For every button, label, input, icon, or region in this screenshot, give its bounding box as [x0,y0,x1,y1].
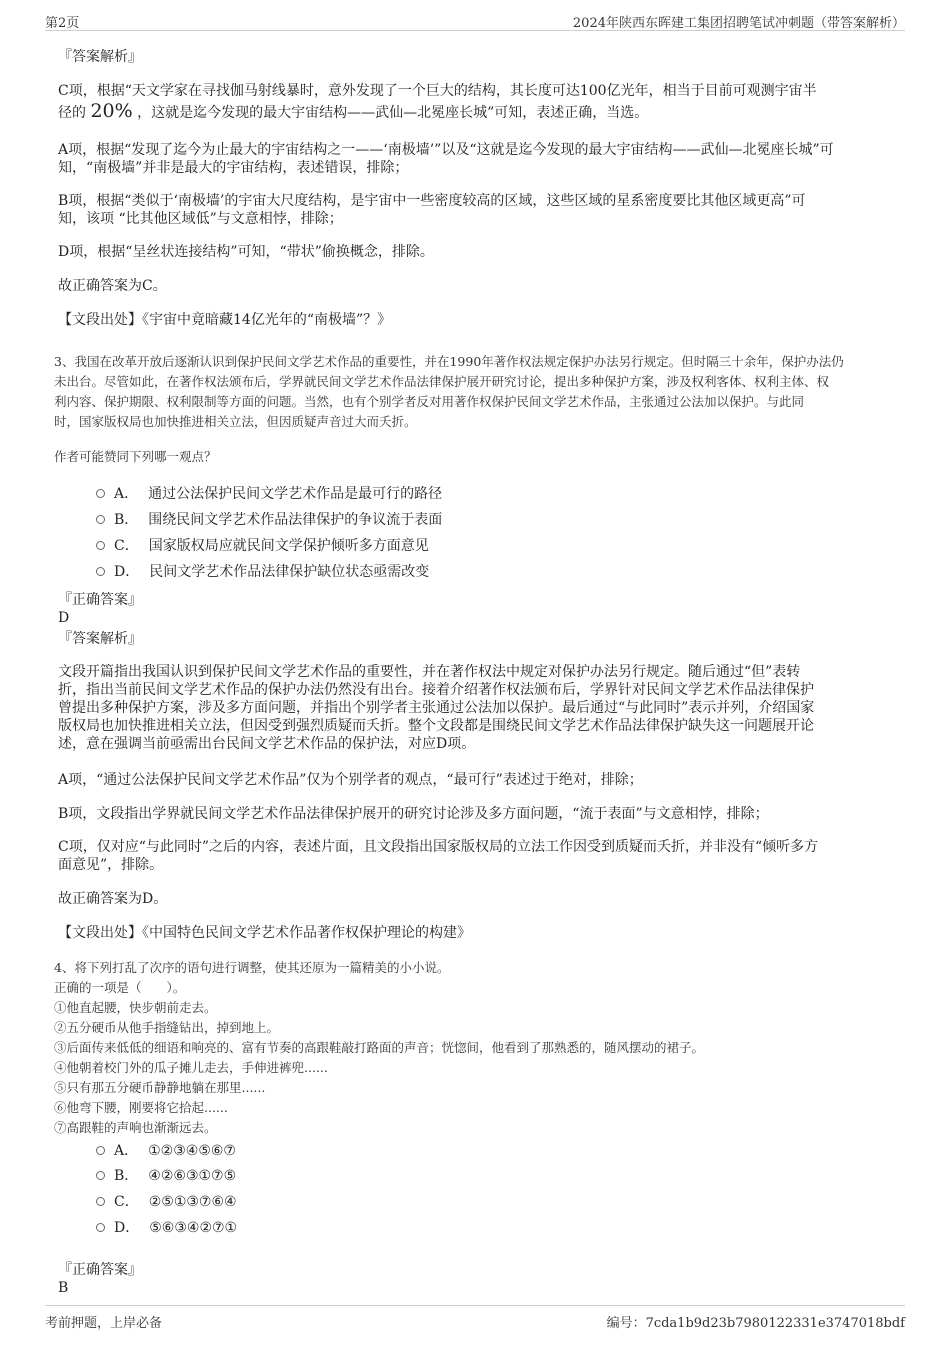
page-number: 第2页 [45,16,80,31]
footer-slogan: 考前押题，上岸必备 [45,1316,163,1331]
radio-icon[interactable] [96,1171,105,1180]
q3-analysis-line2: 折，指出当前民间文学艺术作品的保护办法仍然没有出台。接着介绍著作权法颁布后，学界针对民间文学艺术作品法律保护 [58,682,814,698]
q3-option-d-text: 民间文学艺术作品法律保护缺位状态亟需改变 [149,564,430,580]
q3-explain-c-line2: 面意见”，排除。 [58,857,164,873]
q4-option-c-text: ②⑤①③⑦⑥④ [148,1194,237,1210]
q4-sentence-1: ①他直起腰，快步朝前走去。 [54,1000,217,1015]
q3-option-c-label: C． [114,538,139,554]
q3-source-text: 《中国特色民间文学艺术作品著作权保护理论的构建》 [142,925,471,941]
q3-passage-line4: 时，国家版权局也加快推进相关立法，但因质疑声音过大而夭折。 [54,414,417,429]
q2-a-line2: 知，“南极墙”并非是最大的宇宙结构，表述错误，排除； [58,160,409,176]
q3-explain-a: A项，“通过公法保护民间文学艺术作品”仅为个别学者的观点，“最可行”表述过于绝对，排除； [58,772,643,788]
q2-analysis-a [58,141,890,177]
q4-option-d-label: D． [114,1220,140,1236]
q4-option-d-text: ⑤⑥③④②⑦① [149,1220,238,1236]
q4-intro: 4、将下列打乱了次序的语句进行调整，使其还原为一篇精美的小小说。 [54,960,450,975]
q3-analysis-line1: 文段开篇指出我国认识到保护民间文学艺术作品的重要性，并在著作权法中规定对保护办法另行规定。随后通过“但”表转 [58,664,801,680]
q4-option-a-text: ①②③④⑤⑥⑦ [148,1143,236,1159]
q3-option-a-text: 通过公法保护民间文学艺术作品是最可行的路径 [148,486,443,502]
document-title: 2024年陕西东晖建工集团招聘笔试冲刺题（带答案解析） [572,16,905,31]
q2-c-line2-a: 径的 [58,105,86,121]
q4-sentence-4: ④他朝着校门外的瓜子摊儿走去，手伸进裤兜...... [54,1060,328,1075]
q3-explain-c-line1: C项，仅对应“与此同时”之后的内容，表述片面，且文段指出国家版权局的立法工作因受到质疑而夭折，并非没有“倾听多方 [58,839,819,855]
q3-analysis-line4: 版权局也加快推进相关立法，但因受到强烈质疑而夭折。整个文段都是围绕民间文学艺术作品法律保护缺失这一问题展开论 [58,718,814,734]
q4-option-d[interactable] [96,1218,237,1238]
q3-option-a-label: A． [114,486,139,502]
radio-icon[interactable] [96,1223,105,1232]
q4-answer-label: 『正确答案』 [58,1262,142,1278]
q3-answer: D [58,610,70,626]
q3-analysis-main [58,663,890,753]
q3-option-b-text: 围绕民间文学艺术作品法律保护的争议流于表面 [148,512,443,528]
q2-source [58,311,890,329]
q3-analysis-line3: 曾提出多种保护方案，涉及多方面问题，并指出个别学者主张通过公法加以保护。最后通过“与此同时”表示并列，介绍国家 [58,700,815,716]
q3-final-answer: 故正确答案为D。 [58,891,168,907]
q3-option-c[interactable] [96,536,429,556]
q2-final-answer: 故正确答案为C。 [58,278,167,294]
q3-explain-b: B项，文段指出学界就民间文学艺术作品法律保护展开的研究讨论涉及多方面问题，“流于表面”与文意相悖，排除； [58,806,769,822]
q3-passage-line2: 未出台。尽管如此，在著作权法颁布后，学界就民间文学艺术作品法律保护展开研究讨论，提出多种保护方案，涉及权利客体、权利主体、权 [54,374,830,389]
q4-option-b-text: ④②⑥③①⑦⑤ [148,1168,237,1184]
q4-option-a-label: A． [114,1143,139,1159]
q2-analysis-d: D项，根据“呈丝状连接结构”可知，“带状”偷换概念，排除。 [58,244,434,260]
q4-sentence-2: ②五分硬币从他手指缝钻出，掉到地上。 [54,1020,280,1035]
q3-passage-line3: 利内容、保护期限、权利限制等方面的问题。当然，也有个别学者反对用著作权保护民间文学艺术作品，主张通过公法加以保护。与此同 [54,394,805,409]
q3-analysis-line5: 述，意在强调当前亟需出台民间文学艺术作品的保护法，对应D项。 [58,736,476,752]
q3-option-a[interactable] [96,484,442,504]
q4-option-c[interactable] [96,1192,237,1212]
q4-prompt: 正确的一项是（ ）。 [54,980,186,995]
q4-option-c-label: C． [114,1194,139,1210]
q2-b-line1: B项，根据“类似于‘南极墙’的宇宙大尺度结构，是宇宙中一些密度较高的区域，这些区域的星系密度要比其他区域更高”可 [58,193,806,209]
q3-option-c-text: 国家版权局应就民间文学保护倾听多方面意见 [148,538,429,554]
q3-option-b[interactable] [96,510,442,530]
q3-source-label: 【文段出处】 [58,925,142,941]
q2-a-line1: A项，根据“发现了迄今为止最大的宇宙结构之一——‘南极墙’”以及“这就是迄今发现的最大宇宙结构——武仙—北冕座长城”可 [58,142,834,158]
q3-option-d[interactable] [96,562,429,582]
q3-question: 作者可能赞同下列哪一观点？ [54,449,217,464]
footer-serial: 编号：7cda1b9d23b7980122331e3747018bdf [606,1316,905,1331]
q3-answer-label: 『正确答案』 [58,592,142,608]
q3-explain-c [58,838,890,874]
q3-passage-line1: 3、我国在改革开放后逐渐认识到保护民间文学艺术作品的重要性，并在1990年著作权法规定保护办法另行规定。但时隔三十余年，保护办法仍 [54,354,844,369]
q2-c-line2-b: ，这就是迄今发现的最大宇宙结构——武仙—北冕座长城”可知，表述正确，当选。 [137,105,649,121]
q4-sentence-5: ⑤只有那五分硬币静静地躺在那里...... [54,1080,266,1095]
radio-icon[interactable] [96,489,105,498]
q3-passage [54,352,900,432]
q2-source-text: 《宇宙中竟暗藏14亿光年的“南极墙”？》 [142,312,392,328]
q2-c-line1: C项，根据“天文学家在寻找伽马射线暴时，意外发现了一个巨大的结构，其长度可达100亿光年，相当于目前可观测宇宙半 [58,83,817,99]
q3-source [58,924,890,942]
q4-stem [54,958,900,1138]
q3-analysis-label: 『答案解析』 [58,631,142,647]
q4-option-b[interactable] [96,1166,236,1186]
q2-analysis-c [58,82,890,122]
q2-b-line2: 知，该项 “比其他区域低”与文意相悖，排除； [58,211,343,227]
q4-option-b-label: B． [114,1168,139,1184]
q4-sentence-7: ⑦高跟鞋的声响也渐渐远去。 [54,1120,217,1135]
q3-option-d-label: D． [114,564,140,580]
q3-option-b-label: B． [114,512,139,528]
q4-option-a[interactable] [96,1141,236,1161]
page-header [45,8,905,31]
q2-analysis-b [58,192,890,228]
q4-sentence-6: ⑥他弯下腰，刚要将它拾起...... [54,1100,228,1115]
radio-icon[interactable] [96,1197,105,1206]
radio-icon[interactable] [96,567,105,576]
q2-c-percent: 20% [90,100,133,122]
radio-icon[interactable] [96,515,105,524]
radio-icon[interactable] [96,1146,105,1155]
radio-icon[interactable] [96,541,105,550]
header-divider [45,30,905,31]
q2-analysis-label: 『答案解析』 [58,49,142,65]
q4-sentence-3: ③后面传来低低的细语和响亮的、富有节奏的高跟鞋敲打路面的声音；恍惚间，他看到了那熟悉的，随风摆动的裙子。 [54,1040,705,1055]
q2-source-label: 【文段出处】 [58,312,142,328]
footer-divider [45,1305,905,1306]
q2-c-line2 [58,102,890,122]
q4-answer: B [58,1280,69,1296]
